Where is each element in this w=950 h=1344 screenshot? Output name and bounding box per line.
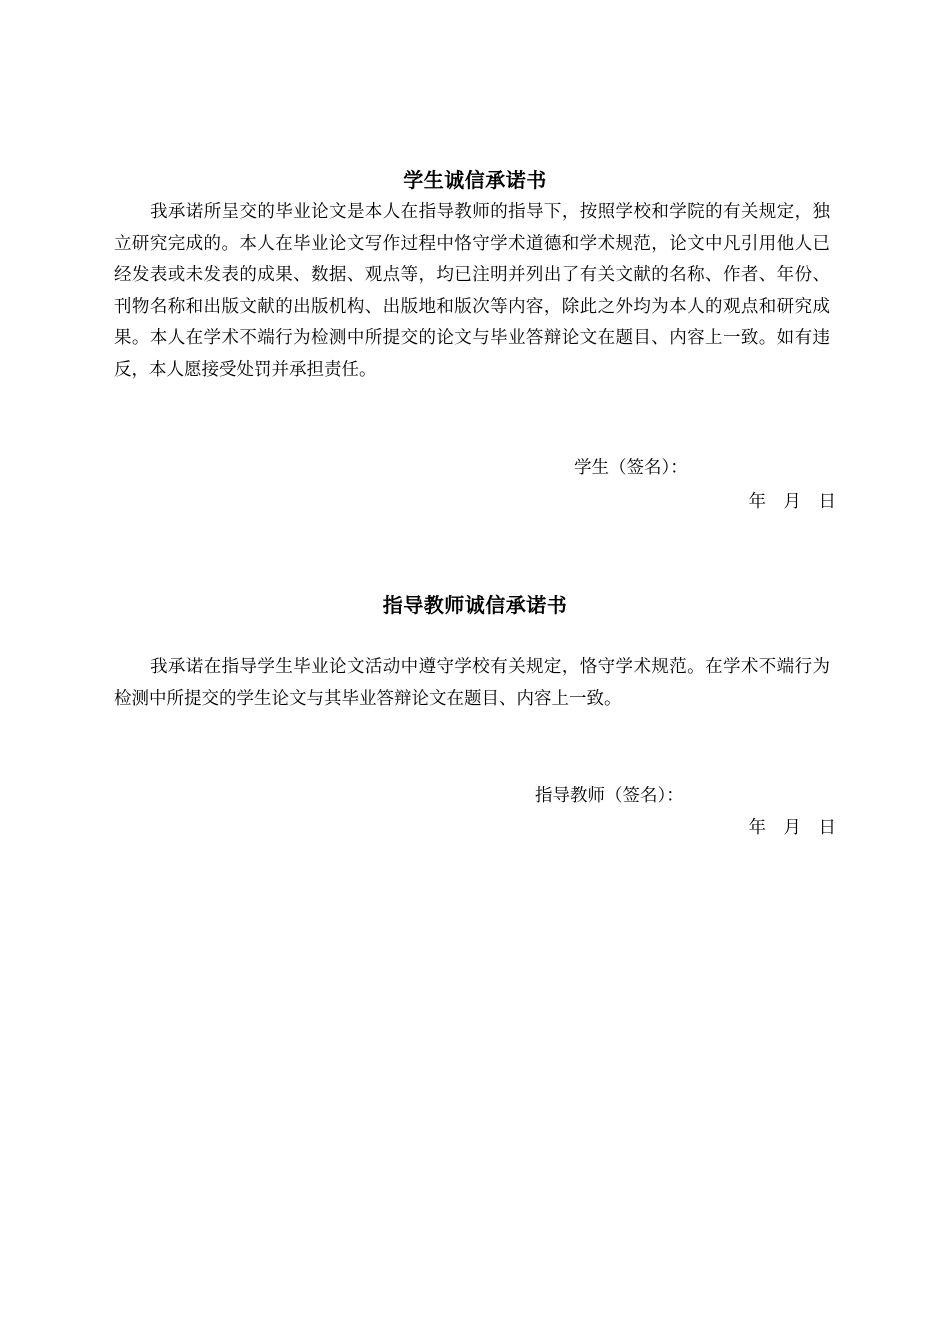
student-date-label: 年 月 日 (748, 492, 836, 512)
student-pledge-body: 我承诺所呈交的毕业论文是本人在指导教师的指导下，按照学校和学院的有关规定，独立研究完成的。本人在毕业论文写作过程中恪守学术道德和学术规范，论文中凡引用他人已经发表或未发表的成果、数据、观点等，均已注明并列出了有关文献的名称、作者、年份、刊物名称和出版文献的出版机构、出版地和版次等内容，除此之外均为本人的观点和研究成果。本人在学术不端行为检测中所提交的论文与毕业答辩论文在题目、内容上一致。如有违反，本人愿接受处罚并承担责任。 (114, 202, 830, 380)
advisor-pledge-title: 指导教师诚信承诺书 (382, 593, 568, 617)
advisor-pledge-body: 我承诺在指导学生毕业论文活动中遵守学校有关规定，恪守学术规范。在学术不端行为检测中所提交的学生论文与其毕业答辩论文在题目、内容上一致。 (114, 657, 830, 709)
student-signature-label: 学生（签名）： (574, 458, 688, 478)
student-pledge-title: 学生诚信承诺书 (403, 168, 547, 192)
advisor-signature-label: 指导教师（签名）： (535, 786, 684, 806)
advisor-date-label: 年 月 日 (748, 818, 836, 838)
